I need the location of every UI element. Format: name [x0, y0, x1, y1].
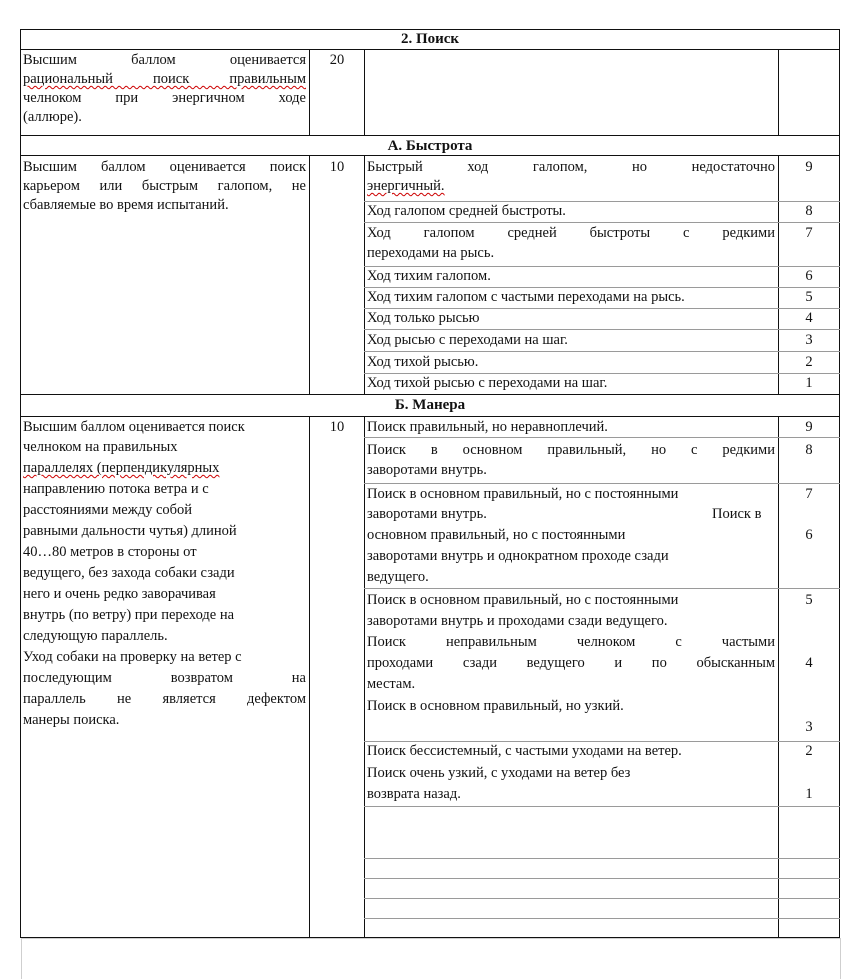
col-divider-3 — [778, 49, 779, 135]
manner-grade-value: 1 — [805, 786, 813, 802]
manner-sep — [364, 918, 840, 919]
section-header-manner: Б. Манера — [394, 397, 466, 413]
speed-max-score: 10 — [329, 159, 345, 175]
search-criteria-line: челноком при энергичном ходе — [23, 90, 306, 106]
manner-grade-description: Поиск в основном правильный, но с постоянными — [367, 486, 679, 502]
speed-grade-description: энергичный. — [367, 178, 445, 194]
manner-grade-description: ведущего. — [367, 569, 429, 585]
manner-grade-description: местам. — [367, 676, 416, 692]
speed-grade-description: Быстрый ход галопом, но недостаточно — [367, 159, 775, 175]
manner-criteria-line: манеры поиска. — [23, 712, 120, 728]
manner-grade-description: основном правильный, но с постоянными — [367, 527, 626, 543]
manner-sep — [364, 437, 840, 438]
manner-grade-value: 7 — [805, 486, 813, 502]
manner-sep — [364, 898, 840, 899]
manner-criteria-line: последующим возвратом на — [23, 670, 306, 686]
speed-grade-description: Ход тихим галопом. — [367, 268, 491, 284]
manner-criteria-line: 40…80 метров в стороны от — [23, 544, 197, 560]
speed-sep — [364, 351, 840, 352]
speed-criteria-line: карьером или быстрым галопом, не — [23, 178, 306, 194]
manner-criteria-line: следующую параллель. — [23, 628, 168, 644]
speed-grade-description: Ход галопом средней быстроты с редкими — [367, 225, 775, 241]
speed-sep — [364, 222, 840, 223]
manner-criteria-line: Уход собаки на проверку на ветер с — [23, 649, 242, 665]
manner-grade-value: 8 — [805, 442, 813, 458]
section-header-speed: А. Быстрота — [387, 138, 473, 154]
manner-grade-value: 3 — [805, 719, 813, 735]
manner-grade-value: 9 — [805, 419, 813, 435]
manner-sep — [364, 483, 840, 484]
speed-grade-description: Ход тихой рысью. — [367, 354, 479, 370]
speed-grade-value: 2 — [805, 354, 813, 370]
speed-grade-value: 6 — [805, 268, 813, 284]
manner-grade-description: проходами сзади ведущего и по обысканным — [367, 655, 775, 671]
header-search-bottom — [20, 49, 840, 50]
manner-criteria-line: равными дальности чутья) длиной — [23, 523, 237, 539]
speed-grade-description: Ход галопом средней быстроты. — [367, 203, 566, 219]
manner-grade-description: заворотами внутрь и однократном проходе сзади — [367, 548, 669, 564]
search-criteria-line: Высшим баллом оценивается — [23, 52, 306, 68]
speed-grade-description: переходами на рысь. — [367, 245, 495, 261]
col-divider-2c — [364, 416, 365, 938]
col-divider-2b — [364, 155, 365, 394]
manner-grade-value: 6 — [805, 527, 813, 543]
search-criteria-line: рациональный поиск правильным — [23, 71, 306, 87]
search-max-score: 20 — [329, 52, 345, 68]
manner-grade-description: Поиск в основном правильный, но с редкими — [367, 442, 775, 458]
speed-criteria-line: сбавляемые во время испытаний. — [23, 197, 229, 213]
speed-grade-description: Ход тихой рысью с переходами на шаг. — [367, 375, 608, 391]
manner-grade-description: Поиск очень узкий, с уходами на ветер без — [367, 765, 631, 781]
search-criteria-line: (аллюре). — [23, 109, 82, 125]
section-header-search: 2. Поиск — [400, 31, 460, 47]
speed-grade-description: Ход рысью с переходами на шаг. — [367, 332, 568, 348]
manner-criteria-line: Высшим баллом оценивается поиск — [23, 419, 245, 435]
manner-grade-value: 2 — [805, 743, 813, 759]
manner-grade-description: возврата назад. — [367, 786, 461, 802]
manner-grade-description: заворотами внутрь. — [367, 462, 487, 478]
manner-grade-description: Поиск бессистемный, с частыми уходами на ветер. — [367, 743, 682, 759]
manner-grade-value: 4 — [805, 655, 813, 671]
speed-grade-description: Ход только рысью — [367, 310, 480, 326]
manner-max-score: 10 — [329, 419, 345, 435]
manner-grade-description: Поиск в основном правильный, но с постоянными — [367, 592, 679, 608]
manner-grade-description: Поиск правильный, но неравноплечий. — [367, 419, 608, 435]
next-table-edge — [21, 938, 841, 979]
speed-grade-description: Ход тихим галопом с частыми переходами на рысь. — [367, 289, 685, 305]
left-border — [20, 29, 21, 938]
col-divider-1b — [309, 155, 310, 394]
manner-criteria-line: внутрь (по ветру) при переходе на — [23, 607, 235, 623]
col-divider-1c — [309, 416, 310, 938]
manner-grade-description: Поиск в основном правильный, но узкий. — [367, 698, 624, 714]
speed-grade-value: 1 — [805, 375, 813, 391]
manner-sep — [364, 588, 840, 589]
speed-sep — [364, 329, 840, 330]
manner-criteria-line: параллелях (перпендикулярных — [23, 460, 220, 476]
speed-grade-value: 3 — [805, 332, 813, 348]
speed-grade-value: 8 — [805, 203, 813, 219]
speed-grade-value: 9 — [805, 159, 813, 175]
manner-grade-description: заворотами внутрь. — [367, 506, 487, 522]
manner-sep — [364, 858, 840, 859]
manner-grade-description: заворотами внутрь и проходами сзади ведущего. — [367, 613, 668, 629]
manner-criteria-line: него и очень редко заворачивая — [23, 586, 216, 602]
speed-grade-value: 4 — [805, 310, 813, 326]
header-manner-bottom — [20, 416, 840, 417]
manner-criteria-line: челноком на правильных — [23, 439, 178, 455]
manner-criteria-line: расстояниями между собой — [23, 502, 193, 518]
manner-criteria-line: параллель не является дефектом — [23, 691, 306, 707]
manner-criteria-line: ведущего, без захода собаки сзади — [23, 565, 235, 581]
manner-grade-description: Поиск в — [712, 506, 762, 522]
speed-grade-value: 7 — [805, 225, 813, 241]
manner-grade-description: Поиск неправильным челноком с частыми — [367, 634, 775, 650]
manner-grade-value: 5 — [805, 592, 813, 608]
speed-grade-value: 5 — [805, 289, 813, 305]
manner-sep — [364, 878, 840, 879]
manner-criteria-line: направлению потока ветра и с — [23, 481, 209, 497]
speed-criteria-line: Высшим баллом оценивается поиск — [23, 159, 306, 175]
manner-sep — [364, 806, 840, 807]
